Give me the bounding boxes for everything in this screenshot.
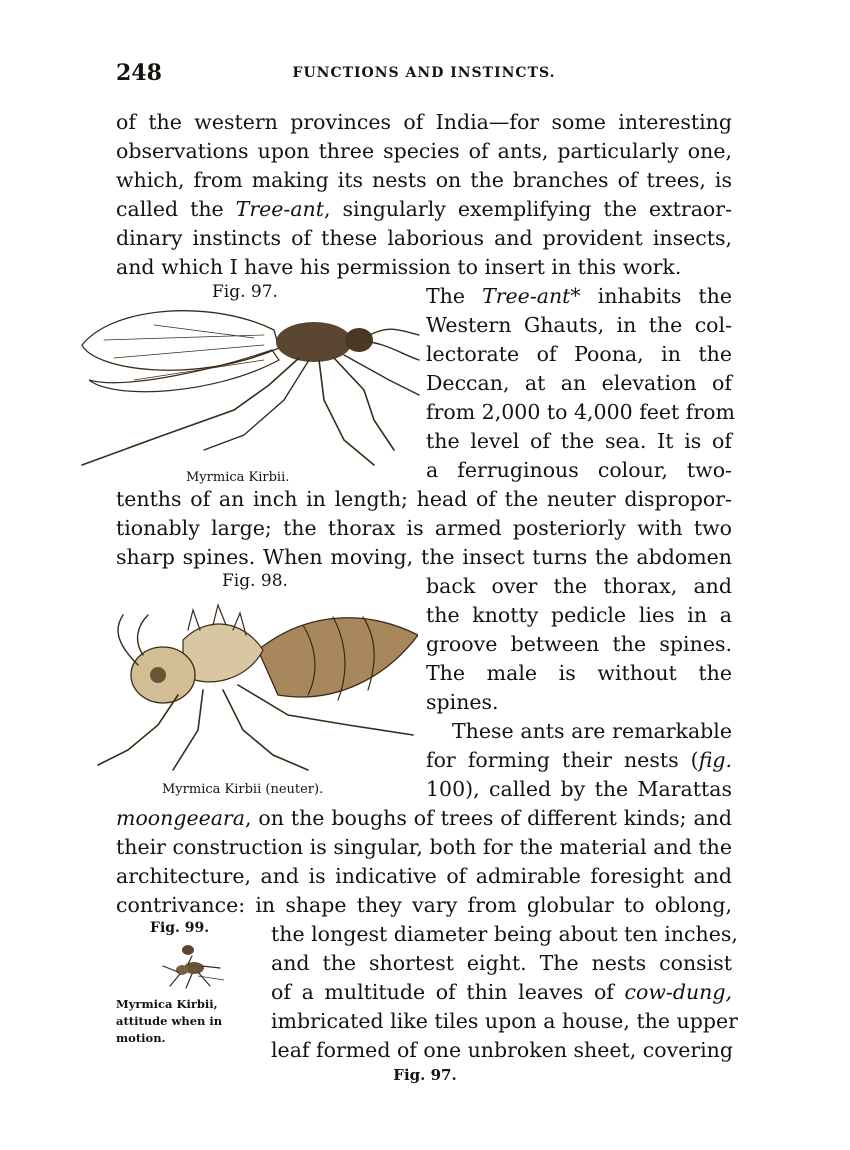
text-line: [426, 282, 732, 310]
text-span: called the: [116, 197, 236, 221]
italic-term: Tree-ant: [235, 197, 324, 221]
text-line: of the western provinces of India—for some interesting: [116, 110, 732, 134]
text-line: groove between the spines.: [426, 632, 732, 656]
figure-98-label: Fig. 98.: [222, 571, 288, 591]
page-header: [116, 60, 732, 90]
text-line: the knotty pedicle lies in a: [426, 603, 732, 627]
italic-term: Tree-ant*: [482, 284, 581, 308]
text-span: , singularly exemplifying the extraor-: [323, 197, 732, 221]
text-span: The: [426, 284, 483, 308]
text-line: lectorate of Poona, in the: [426, 342, 732, 366]
text-line: imbricated like tiles upon a house, the upper: [271, 1009, 738, 1033]
text-line: the longest diameter being about ten inches,: [271, 922, 738, 946]
text-line: [116, 804, 732, 832]
text-line: [116, 195, 732, 223]
text-line: their construction is singular, both for the material and the: [116, 835, 732, 859]
text-line: contrivance: in shape they vary from globular to oblong,: [116, 893, 732, 917]
text-line: These ants are remarkable: [452, 719, 732, 743]
text-span: inhabits the: [580, 284, 732, 308]
italic-term: cow-dung,: [624, 980, 732, 1004]
figure-99-caption-line: attitude when in: [116, 1014, 223, 1028]
text-line: the level of the sea. It is of: [426, 429, 732, 453]
text-line: which, from making its nests on the branches of trees, is: [116, 168, 732, 192]
page-number: 248: [116, 60, 162, 86]
page-footer-figure-ref: Fig. 97.: [393, 1066, 457, 1084]
text-line: tionably large; the thorax is armed posteriorly with two: [116, 516, 732, 540]
figure-97-caption: Myrmica Kirbii.: [186, 470, 290, 485]
text-line: spines.: [426, 690, 499, 714]
text-line: [271, 978, 732, 1006]
text-line: Deccan, at an elevation of: [426, 371, 732, 395]
text-line: architecture, and is indicative of admirable foresight and: [116, 864, 732, 888]
text-line: tenths of an inch in length; head of the neuter dispropor-: [116, 487, 732, 511]
text-line: and the shortest eight. The nests consist: [271, 951, 732, 975]
italic-term: fig.: [698, 748, 732, 772]
text-line: back over the thorax, and: [426, 574, 732, 598]
figure-99-label: Fig. 99.: [150, 920, 210, 936]
figure-98-caption: Myrmica Kirbii (neuter).: [162, 782, 324, 797]
figure-99-caption-line: Myrmica Kirbii,: [116, 997, 218, 1011]
text-line: Western Ghauts, in the col-: [426, 313, 732, 337]
italic-term: moongeeara: [116, 806, 245, 830]
figure-99-ant-in-motion: [158, 942, 228, 990]
figure-97-winged-ant: [74, 300, 424, 475]
text-span: , on the boughs of trees of different kinds; and: [244, 806, 732, 830]
text-span: for forming their nests (: [426, 748, 699, 772]
text-line: sharp spines. When moving, the insect turns the abdomen: [116, 545, 732, 569]
text-line: The male is without the: [426, 661, 732, 685]
text-line: observations upon three species of ants, particularly one,: [116, 139, 732, 163]
running-title: FUNCTIONS AND INSTINCTS.: [292, 65, 556, 81]
text-line: a ferruginous colour, two-: [426, 458, 732, 482]
text-line: 100), called by the Marattas: [426, 777, 732, 801]
text-line: dinary instincts of these laborious and provident insects,: [116, 226, 732, 250]
text-line: from 2,000 to 4,000 feet from: [426, 400, 735, 424]
figure-99-caption-line: motion.: [116, 1031, 166, 1045]
text-span: of a multitude of thin leaves of: [271, 980, 625, 1004]
text-line: and which I have his permission to insert in this work.: [116, 255, 682, 279]
text-line: leaf formed of one unbroken sheet, covering: [271, 1038, 734, 1062]
figure-98-worker-ant: [88, 595, 418, 775]
figure-97-label: Fig. 97.: [212, 282, 278, 302]
text-line: [426, 746, 732, 774]
